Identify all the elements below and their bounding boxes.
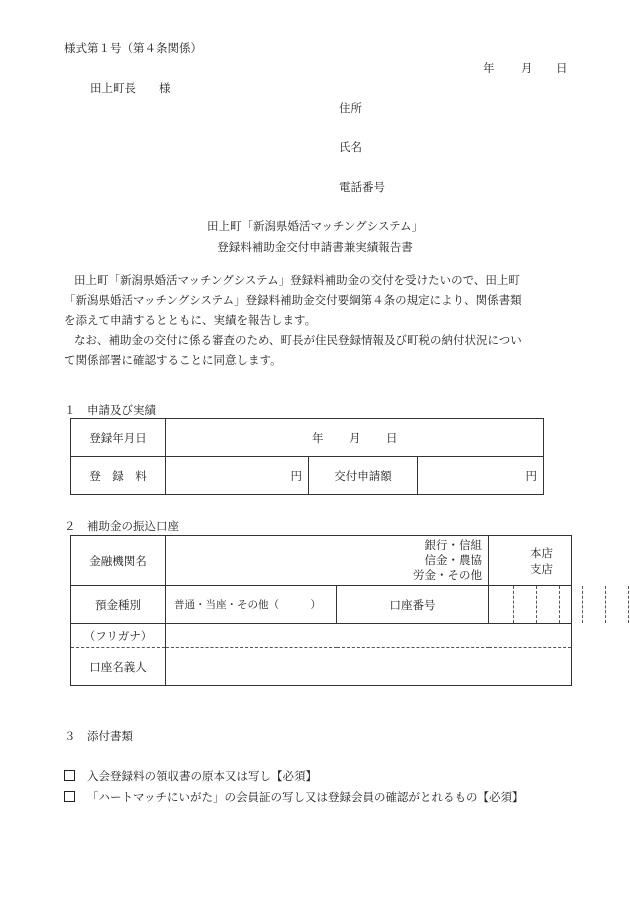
account-holder-label: 口座名義人 — [71, 648, 166, 686]
reg-date-month: 月 — [349, 431, 361, 445]
checkbox-icon[interactable] — [64, 791, 75, 802]
reg-date-day: 日 — [386, 431, 398, 445]
body-paragraph-1 — [64, 270, 558, 370]
body-p1-line-1: 田上町「新潟県婚活マッチングシステム」登録料補助金の交付を受けたいので、田上町 — [74, 273, 520, 287]
section3-heading: ３ 添付書類 — [64, 729, 133, 743]
attachment-item-1[interactable] — [64, 768, 317, 784]
account-number-field[interactable] — [489, 586, 572, 624]
attachment-item-1-text: 入会登録料の領収書の原本又は写し【必須】 — [87, 769, 317, 783]
reg-date-label: 登録年月日 — [71, 419, 166, 457]
body-p1-line-3: を添えて申請するとともに、実績を報告します。 — [64, 313, 317, 327]
attachment-item-2[interactable] — [64, 789, 524, 805]
reg-date-year: 年 — [312, 431, 324, 445]
deposit-type-options[interactable]: 普通・当座・その他（ ） — [166, 586, 337, 624]
form-number: 様式第１号（第４条関係） — [64, 41, 202, 55]
title-line-1: 田上町「新潟県婚活マッチングシステム」 — [206, 219, 424, 233]
recipient: 田上町長 様 — [90, 81, 171, 95]
account-holder-field[interactable] — [166, 648, 572, 686]
application-table — [70, 418, 544, 495]
address-label: 住所 — [339, 101, 362, 115]
institution-name-field[interactable] — [166, 536, 489, 586]
institution-label: 金融機関名 — [71, 536, 166, 586]
institution-type-3: 労金・その他 — [413, 568, 483, 582]
attachment-item-2-text: 「ハートマッチにいがた」の会員証の写し又は登録会員の確認がとれるもの【必須】 — [87, 790, 524, 804]
phone-label: 電話番号 — [339, 180, 385, 194]
fee-label: 登 録 料 — [71, 457, 166, 495]
body-p2-line-2: て関係部署に確認することに同意します。 — [64, 353, 282, 367]
digit-divider — [628, 586, 629, 623]
branch-sub: 支店 — [530, 561, 553, 576]
request-amount-field[interactable]: 円 — [418, 457, 544, 495]
branch-main: 本店 — [530, 545, 553, 560]
section1-heading: １ 申請及び実績 — [64, 403, 156, 417]
branch-field[interactable] — [489, 536, 572, 586]
bank-account-table — [70, 535, 572, 686]
digit-divider — [605, 586, 606, 623]
section2-heading: ２ 補助金の振込口座 — [64, 519, 179, 533]
title-line-2: 登録料補助金交付申請書兼実績報告書 — [217, 240, 413, 254]
date-year-label: 年 — [483, 61, 495, 75]
body-p2-line-1: なお、補助金の交付に係る審査のため、町長が住民登録情報及び町税の納付状況につい — [74, 333, 522, 347]
fee-field[interactable]: 円 — [166, 457, 309, 495]
institution-type-2: 信金・農協 — [424, 553, 483, 567]
deposit-type-label: 預金種別 — [71, 586, 166, 624]
request-amount-label: 交付申請額 — [309, 457, 418, 495]
reg-date-field[interactable] — [166, 419, 544, 457]
furigana-label: （フリガナ） — [71, 624, 166, 648]
date-day-label: 日 — [556, 61, 568, 75]
body-p1-line-2: 「新潟県婚活マッチングシステム」登録料補助金交付要綱第４条の規定により、関係書類 — [64, 293, 522, 307]
digit-divider — [513, 586, 514, 623]
digit-divider — [536, 586, 537, 623]
digit-divider — [559, 586, 560, 623]
name-label: 氏名 — [339, 140, 362, 154]
institution-type-1: 銀行・信組 — [424, 538, 483, 552]
digit-divider — [582, 586, 583, 623]
checkbox-icon[interactable] — [64, 770, 75, 781]
account-number-label: 口座番号 — [337, 586, 489, 624]
furigana-field[interactable] — [166, 624, 572, 648]
date-month-label: 月 — [521, 61, 533, 75]
